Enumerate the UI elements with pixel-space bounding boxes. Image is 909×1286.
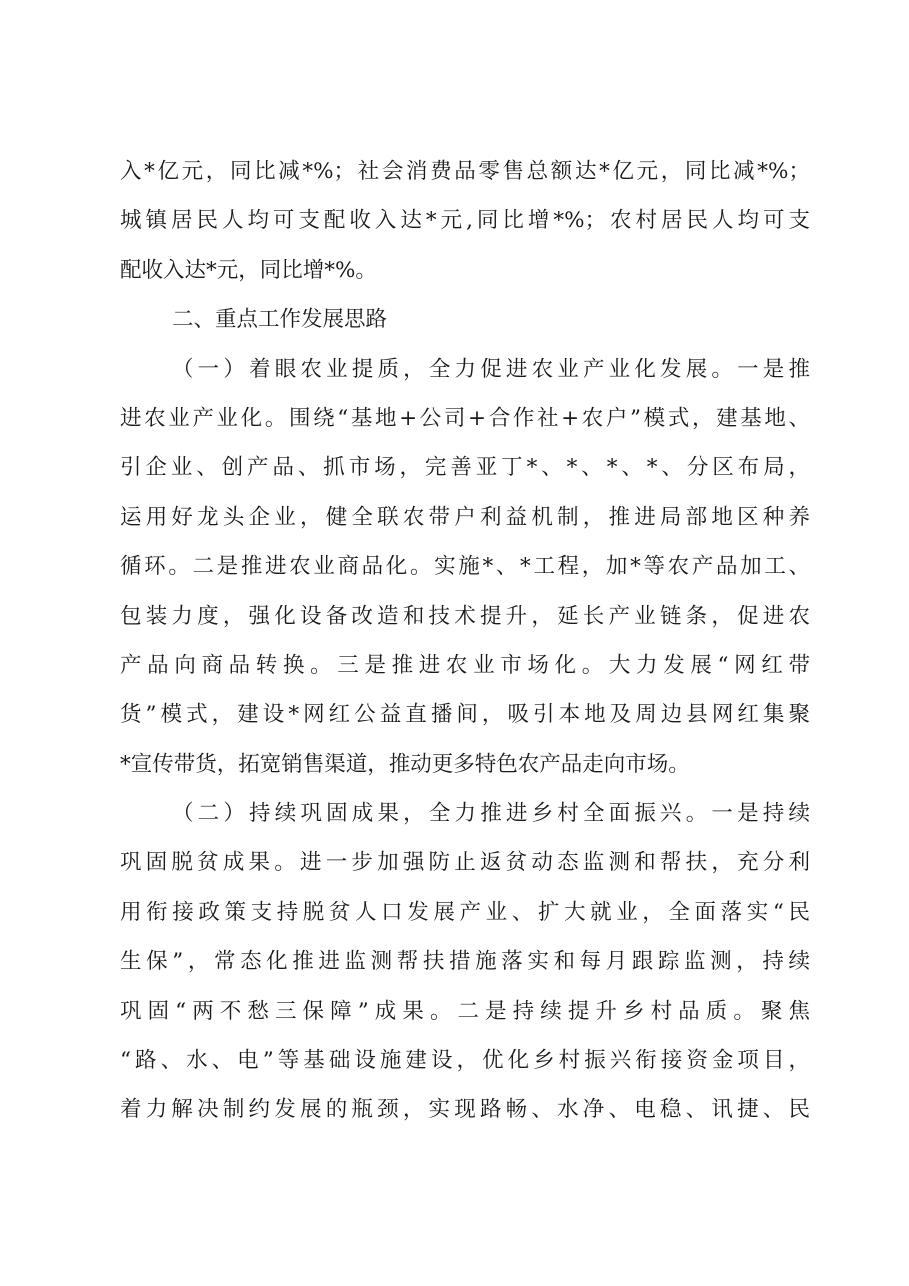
text-line: （一）着眼农业提质，全力促进农业产业化发展。一是推	[172, 356, 810, 382]
text-line: 进农业产业化。围绕“基地+公司+合作社+农户”模式，建基地、	[120, 405, 810, 431]
text-line: 运用好龙头企业，健全联农带户利益机制，推进局部地区种养	[120, 504, 810, 530]
text-line: 包装力度，强化设备改造和技术提升，延长产业链条，促进农	[120, 603, 810, 629]
text-line: 配收入达*元，同比增*%。	[120, 257, 377, 283]
text-line: 巩固“两不愁三保障”成果。二是持续提升乡村品质。聚焦	[120, 998, 810, 1024]
text-line: （二）持续巩固成果，全力推进乡村全面振兴。一是持续	[172, 801, 810, 827]
text-line: 循环。二是推进农业商品化。实施*、*工程，加*等农产品加工、	[120, 554, 810, 580]
document-body	[120, 147, 810, 1135]
text-line: 货”模式，建设*网红公益直播间，吸引本地及周边县网红集聚	[120, 702, 810, 728]
text-line: 着力解决制约发展的瓶颈，实现路畅、水净、电稳、讯捷、民	[120, 1097, 810, 1123]
text-line: “路、水、电”等基础设施建设，优化乡村振兴衔接资金项目，	[120, 1048, 810, 1074]
text-line: 入*亿元，同比减*%；社会消费品零售总额达*亿元，同比减*%；	[120, 159, 810, 184]
text-line: *宣传带货，拓宽销售渠道，推动更多特色农产品走向市场。	[120, 751, 690, 777]
text-line: 生保”，常态化推进监测帮扶措施落实和每月跟踪监测，持续	[120, 949, 810, 975]
text-line: 城镇居民人均可支配收入达*元,同比增*%；农村居民人均可支	[120, 208, 810, 234]
section-heading: 二、重点工作发展思路	[172, 307, 388, 333]
text-line: 引企业、创产品、抓市场，完善亚丁*、*、*、*、分区布局，	[120, 455, 810, 481]
text-line: 产品向商品转换。三是推进农业市场化。大力发展“网红带	[120, 652, 810, 678]
text-line: 巩固脱贫成果。进一步加强防止返贫动态监测和帮扶，充分利	[120, 850, 810, 876]
text-line: 用衔接政策支持脱贫人口发展产业、扩大就业，全面落实“民	[120, 899, 810, 925]
